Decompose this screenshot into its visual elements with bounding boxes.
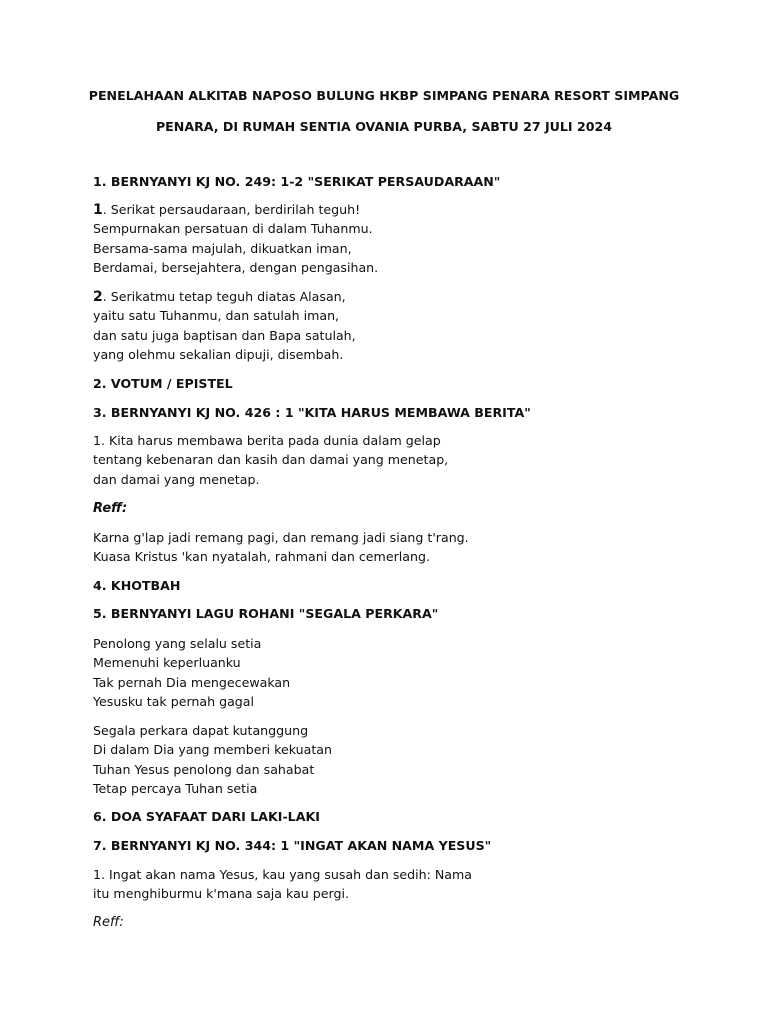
verse-line: dan satu juga baptisan dan Bapa satulah, xyxy=(93,327,356,343)
verse-line: Tetap percaya Tuhan setia xyxy=(93,780,258,796)
section-5-verse-2 xyxy=(93,721,332,798)
verse-line: Bersama-sama majulah, dikuatkan iman, xyxy=(93,240,352,256)
verse-line: Segala perkara dapat kutanggung xyxy=(93,723,309,738)
verse-line: Tak pernah Dia mengecewakan xyxy=(93,674,291,690)
verse-text: . Serikatmu tetap teguh diatas Alasan, xyxy=(102,289,346,304)
document-title-line-2: PENARA, DI RUMAH SENTIA OVANIA PURBA, SABTU 27 JULI 2024 xyxy=(155,119,613,134)
section-3-reff xyxy=(93,528,469,567)
section-7-reff-label: Reff: xyxy=(93,915,124,930)
verse-line xyxy=(93,200,378,219)
verse-line: yaitu satu Tuhanmu, dan satulah iman, xyxy=(93,308,340,324)
verse-number: 1 xyxy=(93,202,103,218)
verse-line: Berdamai, bersejahtera, dengan pengasihan. xyxy=(93,259,379,275)
verse-line: dan damai yang menetap. xyxy=(93,471,260,487)
reff-line: Kuasa Kristus 'kan nyatalah, rahmani dan cemerlang. xyxy=(93,549,430,565)
verse-line xyxy=(93,287,356,306)
verse-line: 1. Kita harus membawa berita pada dunia dalam gelap xyxy=(93,433,441,448)
section-4-heading: 4. KHOTBAH xyxy=(93,578,181,593)
document-title-line-1: PENELAHAAN ALKITAB NAPOSO BULUNG HKBP SIMPANG PENARA RESORT SIMPANG xyxy=(88,88,680,103)
section-2-heading: 2. VOTUM / EPISTEL xyxy=(93,376,233,391)
verse-line: tentang kebenaran dan kasih dan damai yang menetap, xyxy=(93,452,449,468)
verse-line: Penolong yang selalu setia xyxy=(93,636,262,651)
section-7-verse-1 xyxy=(93,865,472,904)
verse-line: yang olehmu sekalian dipuji, disembah. xyxy=(93,346,344,362)
section-1-verse-2 xyxy=(93,287,356,364)
verse-line: Tuhan Yesus penolong dan sahabat xyxy=(93,761,315,777)
verse-line: Memenuhi keperluanku xyxy=(93,655,241,671)
section-6-heading: 6. DOA SYAFAAT DARI LAKI-LAKI xyxy=(93,809,320,824)
reff-line: Karna g'lap jadi remang pagi, dan remang jadi siang t'rang. xyxy=(93,530,469,545)
section-3-reff-label: Reff: xyxy=(93,501,128,516)
verse-line: Yesusku tak pernah gagal xyxy=(93,693,255,709)
section-3-verse-1 xyxy=(93,431,448,489)
section-1-verse-1 xyxy=(93,200,378,277)
section-3-heading: 3. BERNYANYI KJ NO. 426 : 1 "KITA HARUS MEMBAWA BERITA" xyxy=(93,405,531,420)
section-7-heading: 7. BERNYANYI KJ NO. 344: 1 "INGAT AKAN NAMA YESUS" xyxy=(93,838,492,853)
verse-line: Di dalam Dia yang memberi kekuatan xyxy=(93,742,333,758)
verse-line: 1. Ingat akan nama Yesus, kau yang susah dan sedih: Nama xyxy=(93,867,473,882)
verse-text: . Serikat persaudaraan, berdirilah teguh! xyxy=(102,202,361,217)
section-1-heading: 1. BERNYANYI KJ NO. 249: 1-2 "SERIKAT PERSAUDARAAN" xyxy=(93,174,501,189)
section-5-heading: 5. BERNYANYI LAGU ROHANI "SEGALA PERKARA" xyxy=(93,606,439,621)
verse-line: itu menghiburmu k'mana saja kau pergi. xyxy=(93,886,349,902)
verse-line: Sempurnakan persatuan di dalam Tuhanmu. xyxy=(93,221,373,237)
section-5-verse-1 xyxy=(93,634,290,711)
verse-number: 2 xyxy=(93,289,103,305)
